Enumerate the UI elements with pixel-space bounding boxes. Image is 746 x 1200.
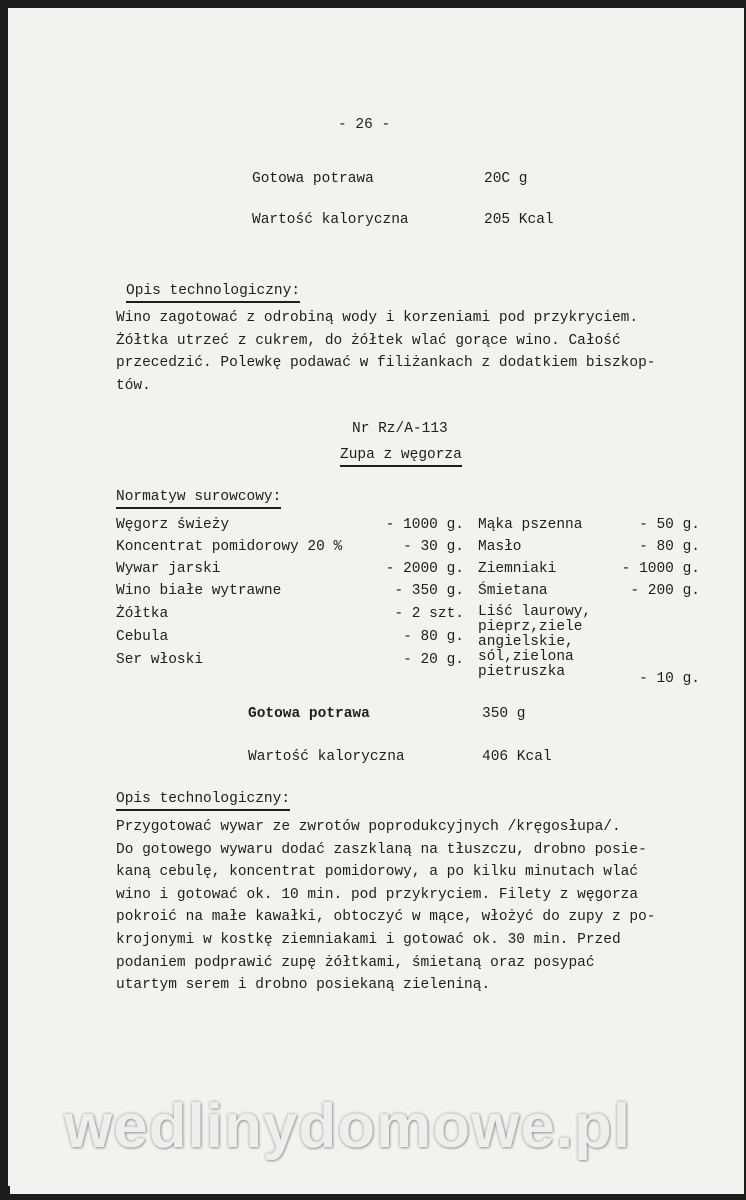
ingredient-qty: - 30 g. [403,539,464,555]
prev-opis-line: tów. [116,377,151,394]
ingredient-qty: - 20 g. [403,652,464,668]
ready-dish-value: 350 g [482,706,526,722]
ingredient-name: Wywar jarski [116,561,221,577]
recipe-title: Zupa z węgorza [340,446,462,467]
watermark: wedlinydomowe.pl [64,1092,632,1161]
recipe-number: Nr Rz/A-113 [352,421,448,437]
ingredient-name: Mąka pszenna [478,517,583,533]
scan-edge [0,1186,10,1200]
ingredient-name: Ser włoski [116,652,204,668]
ingredient-name: Węgorz świeży [116,517,230,533]
calorie-value: 406 Kcal [482,749,552,765]
spices-line: angielskie, [478,634,574,650]
prev-opis-line: Wino zagotować z odrobiną wody i korzeniami pod przykryciem. [116,310,639,326]
calorie-label: Wartość kaloryczna [248,749,405,765]
ingredient-qty: - 80 g. [639,539,700,555]
opis-line: wino i gotować ok. 10 min. pod przykryciem. Filety z węgorza [116,886,639,903]
opis-line: Do gotowego wywaru dodać zaszklaną na tłuszczu, drobno posie- [116,841,647,858]
opis-line: utartym serem i drobno posiekaną zieleniną. [116,977,491,994]
ingredient-qty: - 80 g. [403,629,464,645]
ingredient-name: Śmietana [478,583,548,599]
spices-line: pieprz,ziele [478,619,583,635]
prev-calorie-value: 205 Kcal [484,212,554,228]
ingredient-name: Wino białe wytrawne [116,583,282,599]
opis-line: krojonymi w kostkę ziemniakami i gotować ok. 30 min. Przed [116,931,621,948]
spices-list [478,605,591,680]
ingredient-name: Koncentrat pomidorowy 20 % [116,539,343,555]
prev-opis-paragraph [116,307,696,397]
opis-line: kaną cebulę, koncentrat pomidorowy, a po kilku minutach wlać [116,864,639,881]
ingredient-qty: - 2000 g. [385,561,464,577]
opis-line: pokroić na małe kawałki, obtoczyć w mące, włożyć do zupy z po- [116,909,656,926]
document-page [8,8,744,1194]
ingredient-name: Cebula [116,629,169,645]
spices-line: sól,zielona [478,649,574,665]
spices-line: Liść laurowy, [478,604,592,620]
prev-opis-line: Żółtka utrzeć z cukrem, do żółtek wlać gorące wino. Całość [116,332,621,349]
ingredient-name: Żółtka [116,606,169,622]
ingredient-name: Ziemniaki [478,561,557,577]
spices-line: pietruszka [478,664,566,680]
prev-opis-line: przecedzić. Polewkę podawać w filiżankach z dodatkiem biszkop- [116,355,656,372]
spices-qty: - 10 g. [639,671,700,687]
ingredient-name: Masło [478,539,522,555]
ready-dish-label: Gotowa potrawa [248,706,370,722]
prev-ready-dish-label: Gotowa potrawa [252,171,374,187]
prev-calorie-label: Wartość kaloryczna [252,212,409,228]
page-number: - 26 - [338,117,391,133]
ingredient-qty: - 50 g. [639,517,700,533]
ingredient-qty: - 2 szt. [394,606,464,622]
prev-opis-heading: Opis technologiczny: [126,282,300,303]
ingredient-qty: - 1000 g. [385,517,464,533]
prev-ready-dish-value: 20C g [484,171,528,187]
normatyw-heading: Normatyw surowcowy: [116,488,281,509]
ingredient-qty: - 200 g. [630,583,700,599]
ingredient-qty: - 350 g. [394,583,464,599]
opis-heading: Opis technologiczny: [116,790,290,811]
opis-line: Przygotować wywar ze zwrotów poprodukcyjnych /kręgosłupa/. [116,819,621,835]
opis-paragraph [116,816,696,997]
ingredient-qty: - 1000 g. [621,561,700,577]
opis-line: podaniem podprawić zupę żółtkami, śmietaną oraz posypać [116,954,595,971]
